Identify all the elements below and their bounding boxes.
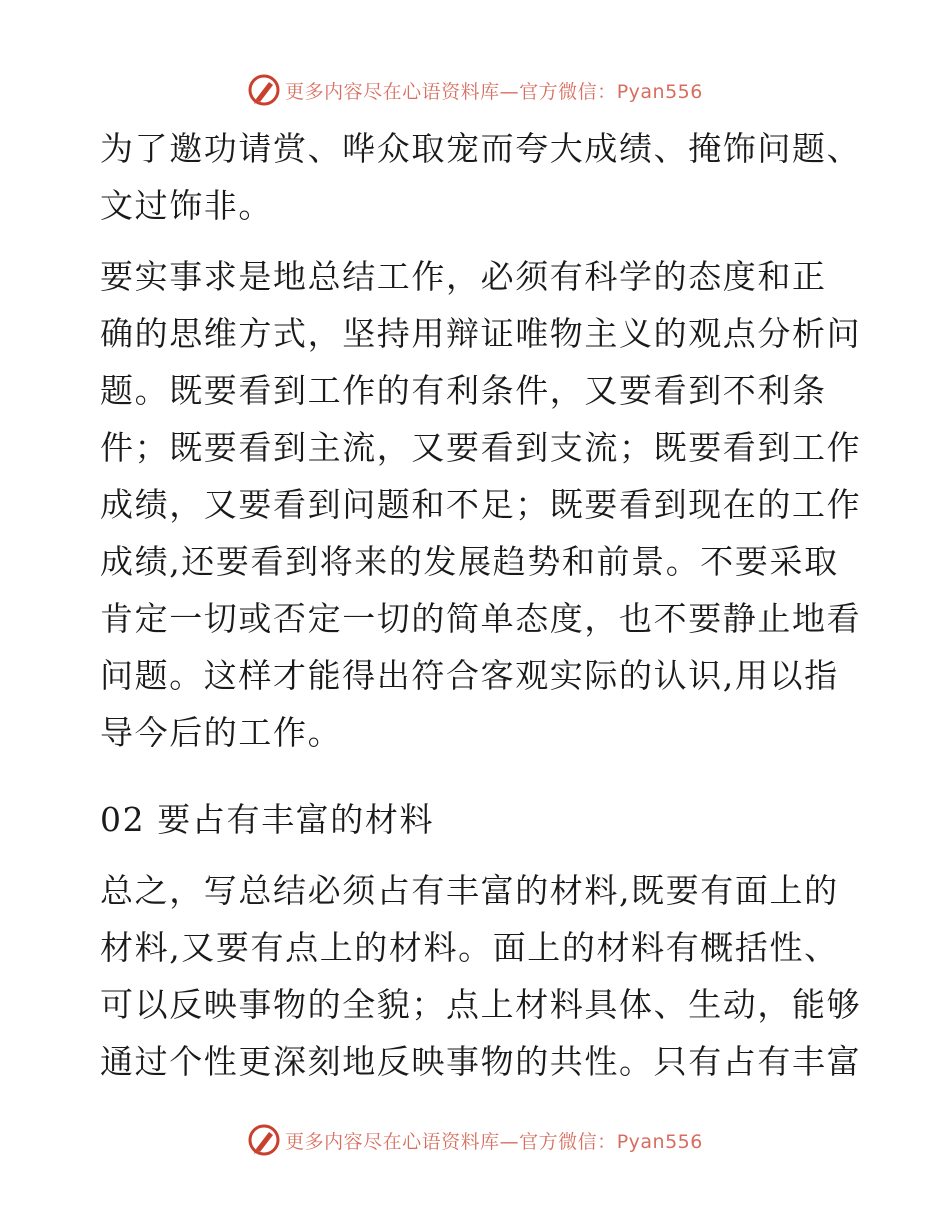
text-line: 成绩，又要看到问题和不足；既要看到现在的工作 — [100, 485, 862, 524]
text-line: 总之，写总结必须占有丰富的材料,既要有面上的 — [100, 871, 839, 910]
text-line: 确的思维方式，坚持用辩证唯物主义的观点分析问 — [100, 314, 862, 353]
text-line: 题。既要看到工作的有利条件，又要看到不利条 — [100, 371, 827, 410]
section-heading: 02 要占有丰富的材料 — [100, 800, 435, 839]
header-wechat-id: Pyan556 — [616, 80, 703, 103]
text-line: 为了邀功请赏、哗众取宠而夸大成绩、掩饰问题、 — [100, 129, 862, 168]
text-line: 肯定一切或否定一切的简单态度，也不要静止地看 — [100, 599, 862, 638]
header-watermark — [0, 70, 950, 110]
text-line: 成绩,还要看到将来的发展趋势和前景。不要采取 — [100, 542, 839, 581]
text-line: 材料,又要有点上的材料。面上的材料有概括性、 — [100, 928, 839, 967]
header-wechat-label: 官方微信： — [519, 80, 617, 103]
header-site-text: 更多内容尽在心语资料库 — [285, 80, 500, 103]
text-line: 导今后的工作。 — [100, 713, 343, 752]
pen-logo-icon — [247, 73, 281, 107]
text-line: 可以反映事物的全貌；点上材料具体、生动，能够 — [100, 985, 862, 1024]
text-line: 问题。这样才能得出符合客观实际的认识,用以指 — [100, 656, 839, 695]
footer-wechat-label: 官方微信： — [519, 1130, 617, 1153]
pen-logo-icon — [247, 1123, 281, 1157]
footer-watermark — [0, 1120, 950, 1160]
text-line: 文过饰非。 — [100, 186, 273, 225]
footer-dash: — — [499, 1130, 520, 1153]
footer-wechat-id: Pyan556 — [616, 1130, 703, 1153]
text-line: 通过个性更深刻地反映事物的共性。只有占有丰富 — [100, 1042, 862, 1081]
footer-text — [285, 1127, 703, 1154]
footer-site-text: 更多内容尽在心语资料库 — [285, 1130, 500, 1153]
header-text — [285, 77, 703, 104]
text-line: 要实事求是地总结工作，必须有科学的态度和正 — [100, 257, 827, 296]
text-line: 件；既要看到主流，又要看到支流；既要看到工作 — [100, 428, 862, 467]
header-dash: — — [499, 80, 520, 103]
